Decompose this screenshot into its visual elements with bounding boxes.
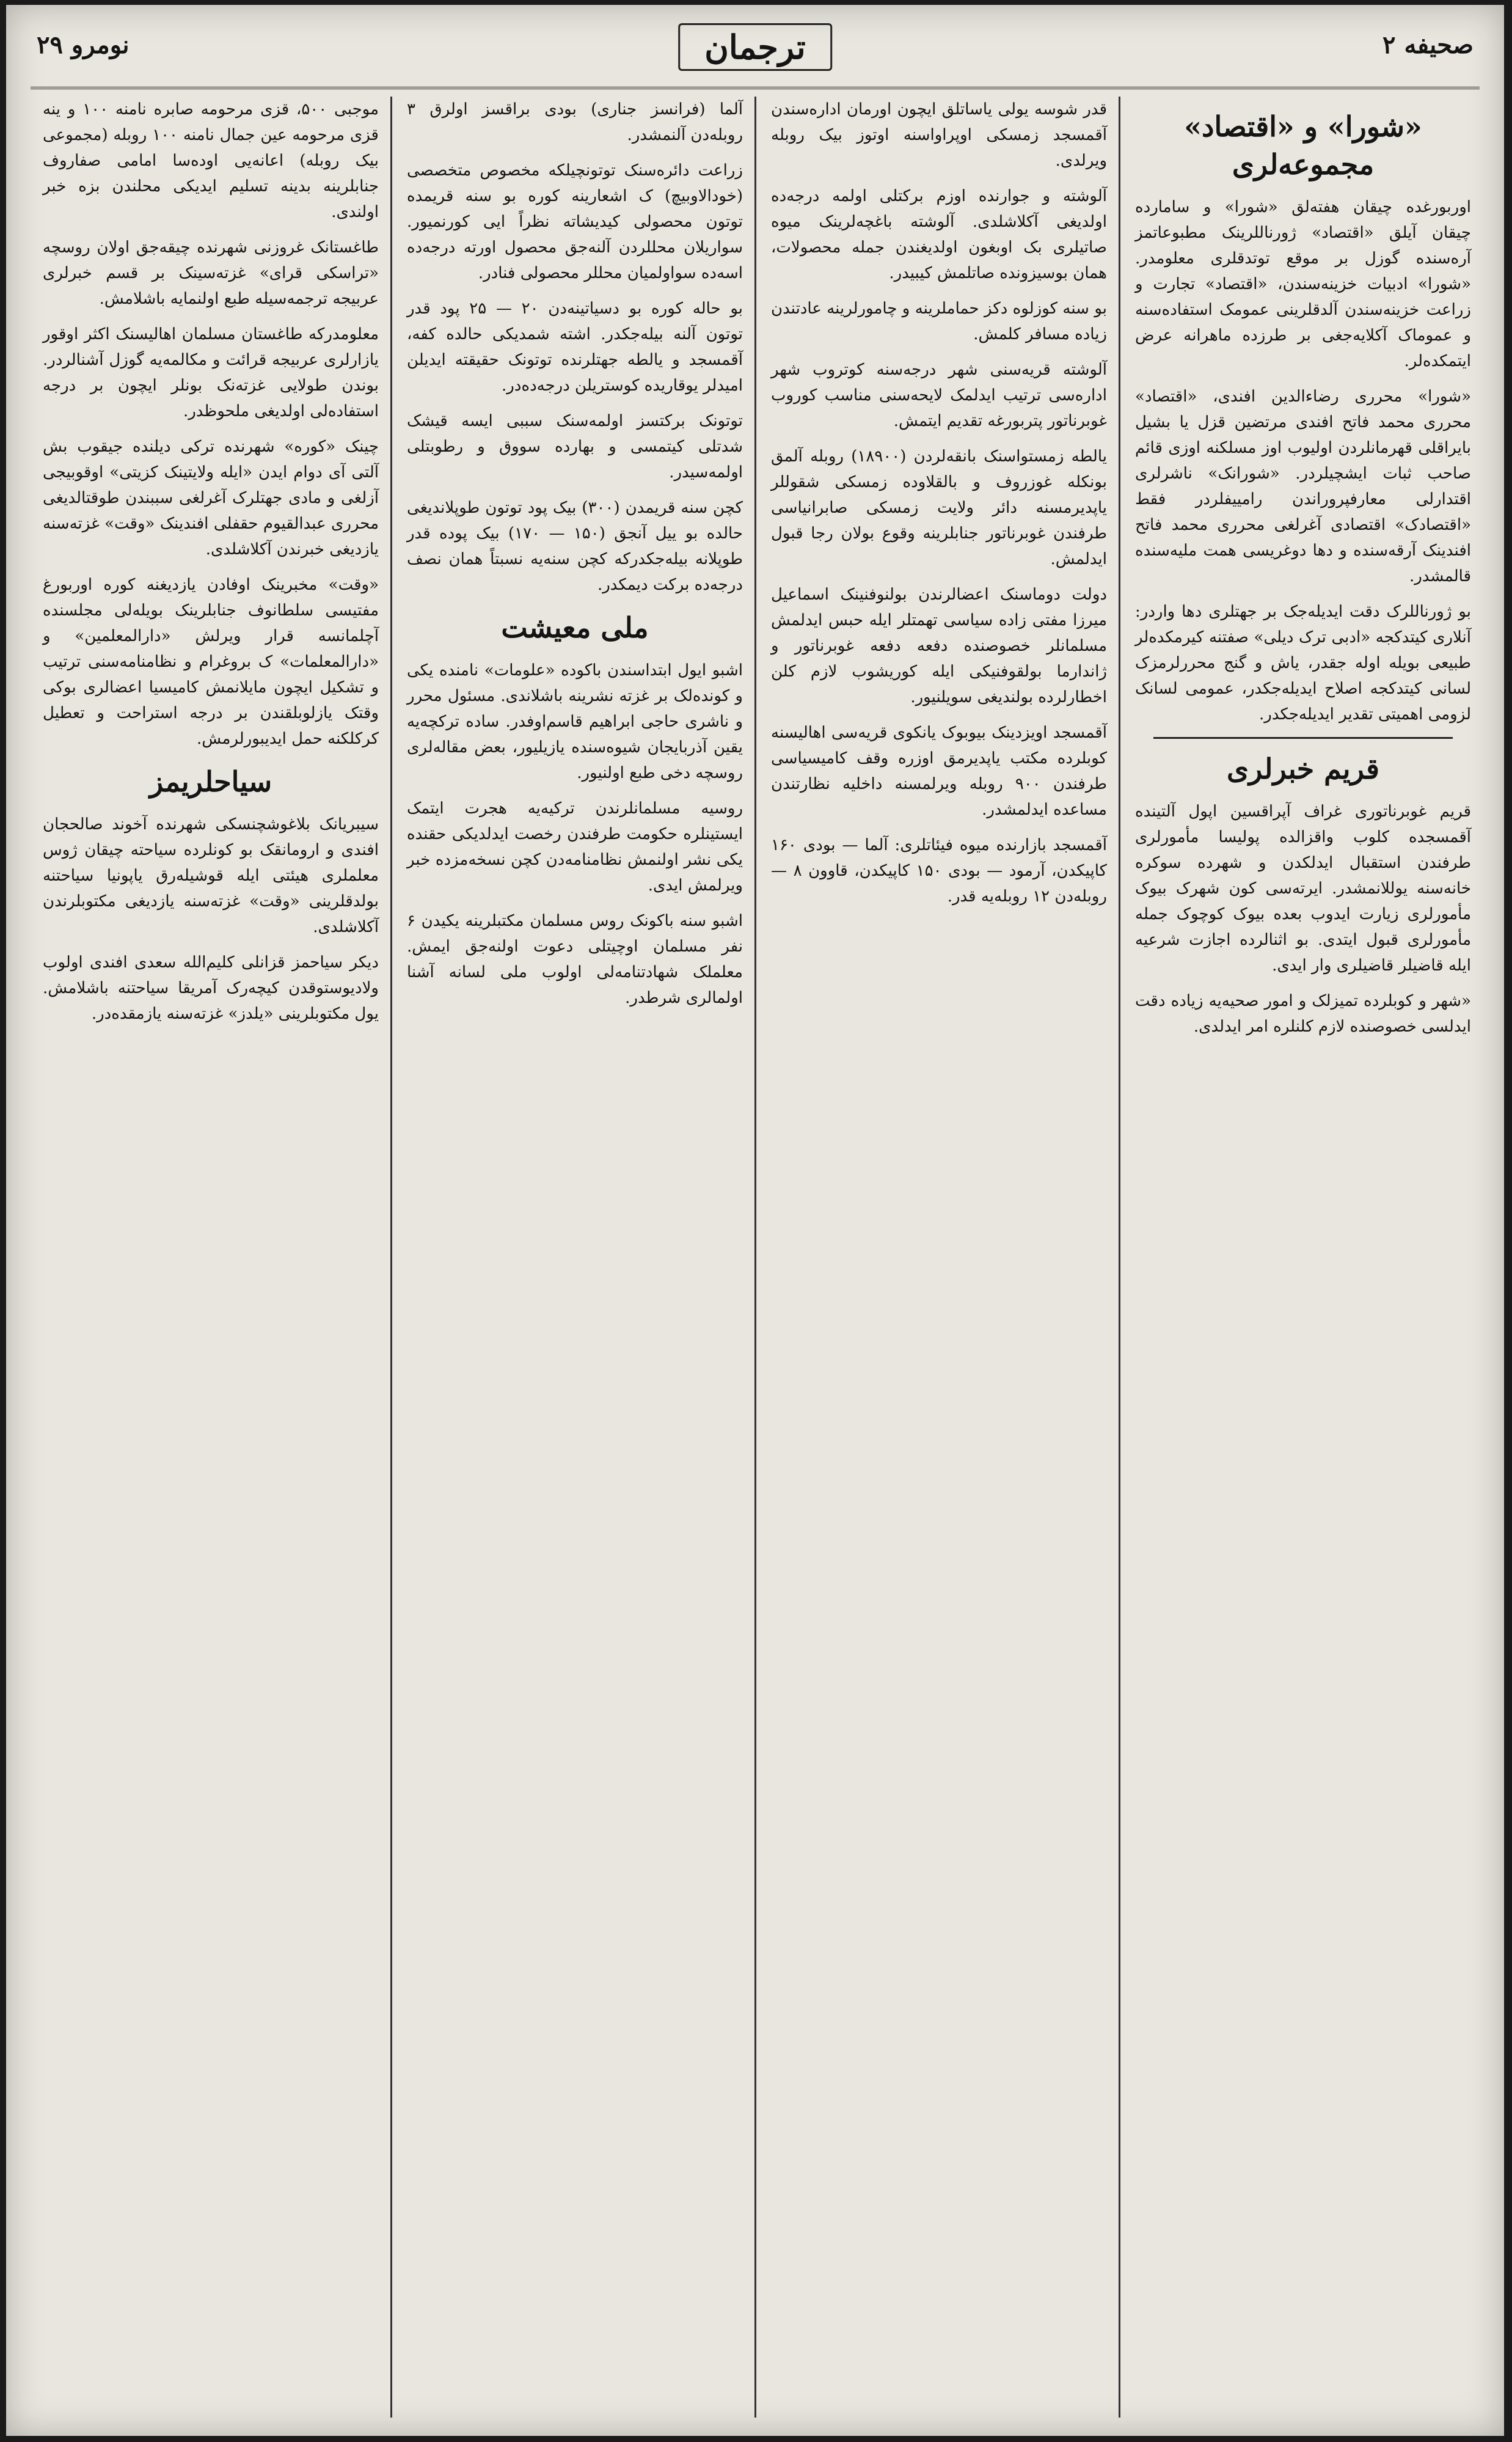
paragraph: روسیه مسلمانلرندن ترکیه‌یه هجرت ایتمک ایستینلره حکومت طرفندن رخصت ایدلدیکی حقنده یکی نشر اولنمش نظامنامه‌دن کچن نسخه‌مزده خبر ویرلمش ایدی.	[407, 799, 743, 895]
paragraph: قدر شوسه یولی یاساتلق ایچون اورمان اداره‌سندن آقمسجد زمسکی اوپراواسنه اوتوز بیک روبله ویرلدی.	[771, 100, 1107, 170]
paragraph: «شورا» محرری رضاءالدین افندی، «اقتصاد» محرری محمد فاتح افندی مرتضین قزل یا بشیل بایراقلی قهرمانلردن اولیوب اوز مسلکنه اوزی قائم صاحب ثبات ایشچیلردر. «شورانک» ناشرلری اقتدارلی معارفپروراندن رامییفلردر فقط «اقتصادک» اقتصادی آغرلغی محرری محمد فاتح افندینک آرقه‌سنده و دها دوغریسی همت ملیه‌سنده قالمشدر.	[1135, 387, 1471, 585]
column-rule	[1119, 97, 1120, 2418]
paragraph: بو حاله کوره بو دسیاتینه‌دن ۲۰ — ۲۵ پود قدر توتون آلنه بیله‌جکدر. اشته شمدیکی حالده کفه، آقمسجد و یالطه جهتلرنده توتونک حقیقته ایدیلن امیدلر یوقاریده کوستریلن درجه‌ده‌در.	[407, 299, 743, 395]
paragraph: آقمسجد اویزدینک بیوبوک یانکوی قریه‌سی اهالیسنه کوبلرده مکتب یاپدیرمق اوزره وقف کامیسیاسی طرفندن ۹۰۰ روبله ویرلمسنه داخلیه نظارتندن مساعده ایدلمشدر.	[771, 724, 1107, 819]
newspaper-page	[6, 5, 1504, 2436]
paper-title: ترجمان	[678, 23, 832, 71]
issue-number: نومرو ۲۹	[37, 31, 130, 59]
column-2	[762, 97, 1116, 2418]
column-3	[398, 97, 751, 2418]
paragraph: دیکر سیاحمز قزانلی کلیم‌الله سعدی افندی اولوب ولادیوستوقدن کیچه‌رک آمریقا سیاحتنه باشلامش. یول مکتوبلرینی «یلدز» غزته‌سنه یازمقده‌در.	[43, 953, 379, 1023]
paragraph: چینک «کوره» شهرنده ترکی دیلنده جیقوب بش آلتی آی دوام ایدن «ایله ولایتینک کزیتی» اوقوبیجی آزلغی و مادی جهتلرک آغرلغی سببندن طوقتالدیغی محرری عبدالقیوم حقفلی افندینک «وقت» غزته‌سنه یازدیغی خبرندن آکلاشلدی.	[43, 438, 379, 559]
paragraph: اوربورغده چیقان هفته‌لق «شورا» و سامارده چیقان آیلق «اقتصاد» ژورناللرینک مطبوعاتمز آره‌سنده گوزل بر موقع توتدقلری معلومدر. «شورا» ادبیات خزینه‌سندن، «اقتصاد» تجارت و زراعت خزینه‌سندن آلدقلرینی عمومک استفاده‌سنه و عموماک آکلایه‌جغی بر طرزده ماهرانه عرض ایتمکده‌لر.	[1135, 198, 1471, 370]
paragraph: «شهر و کوبلرده تمیزلک و امور صحیه‌یه زیاده دقت ایدلسی خصوصنده لازم کلنلره امر ایدلدی.	[1135, 992, 1471, 1036]
divider	[1153, 737, 1453, 739]
paragraph: آلوشته و جوارنده اوزم برکتلی اولمه درجه‌ده اولدیغی آکلاشلدی. آلوشته باغچه‌لرینک میوه صاتیلری بک اوبغون اولدیغندن جمله محصولات، همان بوسیزونده صاتلمش کیبیدر.	[771, 187, 1107, 282]
paragraph: معلومدرکه طاغستان مسلمان اهالیسنک اکثر اوقور یازارلری عربیجه قرائت و مکالمه‌یه گوزل آشنالردر. بوندن طولایی غزته‌نک بونلر ایچون بر درجه استفاده‌لی اولدیغی ملحوظدر.	[43, 325, 379, 420]
paragraph: اشبو ایول ابتداسندن باکوده «علومات» نامنده یکی و کونده‌لک بر غزته نشرینه باشلاندی. مسئول محرر و ناشری حاجی ابراهیم قاسم‌اوفدر. ساده ترکچه‌یه یقین آذربایجان شیوه‌سنده یازیلیور، بعض مقاله‌لری روسچه دخی طبع اولنیور.	[407, 661, 743, 782]
paragraph: دولت دوماسنک اعضالرندن بولنوفنینک اسماعیل میرزا مفتی زاده سیاسی تهمتلر ایله حبس ایدلمش مسلمانلر خصوصنده دفعه دفعه غوبرناتور و ژاندارما بولقوفنیکی ایله کوریشوب لازم کلن اخطارلرده بولندیغی سویلنیور.	[771, 585, 1107, 706]
paragraph: توتونک برکتسز اولمه‌سنک سببی ایسه قیشک شدتلی کیتمسی و بهارده سووق و رطوبتلی اولمه‌سیدر.	[407, 412, 743, 482]
paragraph: اشبو سنه باکونک روس مسلمان مکتبلرینه یکیدن ۶ نفر مسلمان اوچیتلی دعوت اولنه‌جق ایمش. معلملک شهادتنامه‌لی اولوب ملی لسانه آشنا اولمالری شرطدر.	[407, 912, 743, 1007]
paragraph: آلما (فرانسز جناری) بودی براقسز اولرق ۳ روبله‌دن آلنمشدر.	[407, 100, 743, 144]
section-title-travelers: سیاحلریمز	[149, 765, 272, 798]
page-number: صحیفه ۲	[1382, 31, 1474, 59]
section-title-shura-iqtisad: «شورا» و «اقتصاد» مجموعه‌لری	[1184, 110, 1422, 181]
paragraph: «وقت» مخبرینک اوفادن یازدیغنه کوره اوربورغ مفتیسی سلطانوف جنابلرینک بویله‌لی مجلسنده آچلمانسه قرار ویرلش «دارالمعلمین» و «دارالمعلمات» ک بروغرام و نظامنامه‌سنی ترتیب و تشکیل ایچون مایلانمش کامیسیا اعضالری بوکی وقتک یازلوبلقندن بر درجه استراحت و تعطیل کرکلکنه حمل ایدیبورلرمش.	[43, 576, 379, 748]
paragraph: قریم غوبرناتوری غراف آپراقسین اپول آلتینده آقمسجده کلوب واقزالده پولیسا مأمورلری طرفندن استقبال ایدلکدن و شهرده سوکره خانه‌سنه یوللانمشدر. ایرته‌سی کون شهرک بیوک مأمورلری زیارت ایدوب بعده بیوک کوچوک جمله مأمورلری قبول ایتدی. بو اثنالرده اجازت شرعیه ایله قاضیلر قاضیلری وار ایدی.	[1135, 802, 1471, 975]
paragraph: طاغستانک غروزنی شهرنده چیقه‌جق اولان روسچه «تراسکی قرای» غزته‌سینک بر قسم خبرلری عربیجه ترجمه‌سیله طبع اولنمایه باشلامش.	[43, 238, 379, 308]
column-1	[1127, 97, 1480, 2418]
paragraph: کچن سنه قریمدن (۳۰۰) بیک پود توتون طوپلاندیغی حالده بو ییل آنجق (۱۵۰ — ۱۷۰) بیک پوده قدر طوپلانه بیله‌جکدرکه کچن سنه‌یه نسبتاً همان نصف درجه‌ده برکت دیمکدر.	[407, 499, 743, 594]
paragraph: یالطه زمستواسنک بانقه‌لردن (۱۸۹۰۰) روبله آلمق بونکله غوزروف و بالقلاوده زمسکی شقوللر یاپدیرمسنه دائر ولایت زمسکی صابرانیاسی طرفندن غوبرناتور جنابلرینه وقوع بولان رجا قبول ایدلمش.	[771, 447, 1107, 568]
masthead	[31, 20, 1480, 89]
paragraph: زراعت دائره‌سنک توتونچیلکه مخصوص متخصصی (خودالاوبیچ) ک اشعارینه کوره بو سنه قریمده توتون محصولی کیدیشاته نظراً ایی کورنمیور. سواریلان محللردن آلنه‌جق محصول اورته درجه‌ده اسه‌ده سواولمیان محللر محصولی فنادر.	[407, 161, 743, 282]
paragraph: موجبی ۵۰۰، قزی مرحومه صابره نامنه ۱۰۰ و ینه قزی مرحومه عین جمال نامنه ۱۰۰ روبله (مجموعی بیک روبله) اعانه‌یی اوده‌سا امامی صفاروف جنابلرینه بدینه تسلیم ایدیکی محلندن بزه خبر اولندی.	[43, 100, 379, 221]
paragraph: آلوشته قریه‌سنی شهر درجه‌سنه کوتروب شهر اداره‌سی ترتیب ایدلمک لایحه‌سنی مناسب کوروب غوبرناتور پتربورغه تقدیم ایتمش.	[771, 361, 1107, 430]
column-rule	[754, 97, 756, 2418]
column-rule	[390, 97, 392, 2418]
columns	[31, 97, 1480, 2418]
section-title-crimea-news: قریم خبرلری	[1227, 752, 1379, 785]
paragraph: آقمسجد بازارنده میوه فیئاتلری: آلما — بودی ۱۶۰ کاپیکدن، آرمود — بودی ۱۵۰ کاپیکدن، قاوون ۸ — روبله‌دن ۱۲ روبله‌یه قدر.	[771, 836, 1107, 906]
paragraph: سیبریانک بلاغوشچنسکی شهرنده آخوند صالحجان افندی و ارومانقک بو کونلرده سیاحته چیقان ژوس معلملری هیئتی ایله قوشیله‌رق یاپونیا سیاحتنه بولدقلرینی «وقت» غزته‌سنه یازدیغی مکتوبلرندن آکلاشلدی.	[43, 815, 379, 936]
column-4	[34, 97, 387, 2418]
paragraph: بو سنه کوزلوه دکز حماملرینه و چامورلرینه عادتندن زیاده مسافر کلمش.	[771, 299, 1107, 343]
paragraph: بو ژورناللرک دقت ایدیله‌جک بر جهتلری دها واردر: آنلاری کیتدکجه «ادبی ترک دیلی» صفتنه کیرمکده‌لر طبیعی بویله اوله جقدر، یاش و گنج محررلرمزک لسانی کیتدکجه اصلاح ایدیله‌جکدر، عمومی لسانک لزومی اهمیتی تقدیر ایدیله‌جکدر.	[1135, 603, 1471, 724]
section-title-national-life: ملی معیشت	[501, 611, 649, 644]
